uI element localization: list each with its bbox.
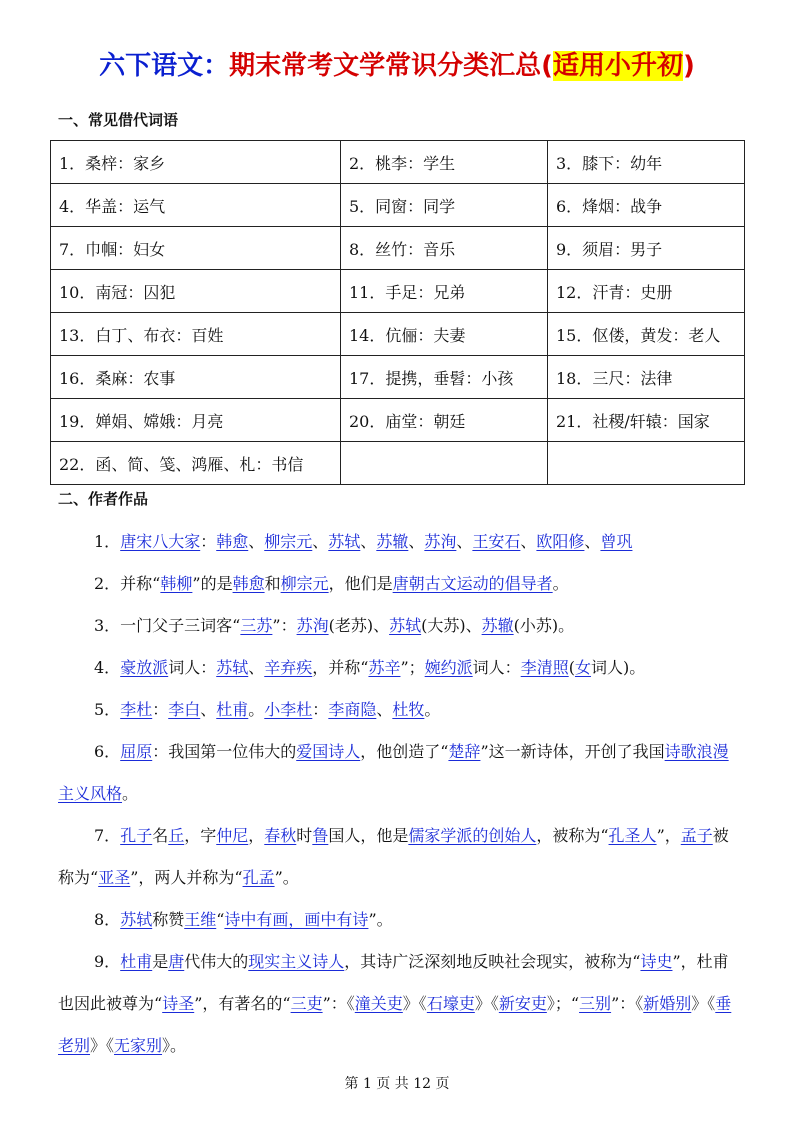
keyword: 李杜 [120, 700, 153, 719]
text-segment: 》《 [691, 994, 716, 1013]
keyword: 王安石 [472, 532, 521, 551]
text-segment: 是 [152, 952, 169, 971]
title-highlight: 适用小升初 [553, 51, 684, 81]
keyword: 唐 [168, 952, 185, 971]
keyword: 女 [574, 658, 591, 677]
text-segment: 、 [376, 700, 393, 719]
table-cell: 3．膝下：幼年 [548, 141, 745, 184]
text-segment: ： [152, 700, 169, 719]
keyword: 柳宗元 [280, 574, 329, 593]
text-segment: 时 [296, 826, 313, 845]
table-cell: 2．桃李：学生 [341, 141, 548, 184]
table-cell: 7．巾帼：妇女 [51, 227, 341, 270]
table-cell: 6．烽烟：战争 [548, 184, 745, 227]
text-segment: ”，有著名的“ [194, 994, 291, 1013]
text-segment: ”，杜甫也因此被尊为“ [58, 952, 729, 1013]
text-segment: ： [312, 700, 329, 719]
text-segment: 。 [552, 574, 569, 593]
keyword: 诗歌浪漫主义风格 [58, 742, 729, 803]
list-item [58, 941, 738, 1067]
list-item [58, 899, 738, 941]
keyword: 苏轼 [120, 910, 153, 929]
keyword: 楚辞 [448, 742, 481, 761]
text-segment: 9． [94, 952, 121, 971]
text-segment: 》《 [402, 994, 427, 1013]
text-segment: 、 [408, 532, 425, 551]
keyword: 唐朝古文运动的倡导者 [392, 574, 553, 593]
keyword: 春秋 [264, 826, 297, 845]
text-segment: 称赞 [152, 910, 185, 929]
text-segment: ”， [656, 826, 681, 845]
keyword: 亚圣 [98, 868, 131, 887]
table-cell: 22．函、简、笺、鸿雁、札：书信 [51, 442, 341, 485]
keyword: 李商隐 [328, 700, 377, 719]
table-cell: 17．提携，垂髫：小孩 [341, 356, 548, 399]
table-row [51, 399, 745, 442]
text-segment: 、 [360, 532, 377, 551]
text-segment: 和 [264, 574, 281, 593]
keyword: 豪放派 [120, 658, 169, 677]
text-segment: 2．并称“ [94, 574, 161, 593]
page-title [0, 48, 794, 84]
text-segment: ”； [400, 658, 425, 677]
text-segment: ， [248, 826, 265, 845]
keyword: 新婚别 [643, 994, 692, 1013]
keyword: 王维 [184, 910, 217, 929]
text-segment: 、 [584, 532, 601, 551]
table-cell: 19．婵娟、嫦娥：月亮 [51, 399, 341, 442]
text-segment: 词人： [168, 658, 217, 677]
keyword: 辛弃疾 [264, 658, 313, 677]
table-row [51, 184, 745, 227]
text-segment: 3．一门父子三词客“ [94, 616, 241, 635]
text-segment: 4． [94, 658, 121, 677]
text-segment: 。 [248, 700, 265, 719]
table-cell: 8．丝竹：音乐 [341, 227, 548, 270]
keyword: 仲尼 [216, 826, 249, 845]
keyword: 苏轼 [328, 532, 361, 551]
list-item [58, 815, 738, 899]
keyword: 苏辙 [481, 616, 514, 635]
table-row [51, 356, 745, 399]
keyword: 柳宗元 [264, 532, 313, 551]
keyword: 李白 [168, 700, 201, 719]
section-heading-metonyms: 一、常见借代词语 [58, 111, 179, 129]
table-row [51, 313, 745, 356]
text-segment: ，被称为“ [536, 826, 609, 845]
keyword: 三吏 [290, 994, 323, 1013]
title-close: ) [683, 51, 695, 81]
table-row [51, 442, 745, 485]
table-cell: 4．华盖：运气 [51, 184, 341, 227]
table-cell: 9．须眉：男子 [548, 227, 745, 270]
text-segment: 。 [122, 784, 139, 803]
section-heading-authors: 二、作者作品 [58, 490, 149, 508]
table-cell: 21．社稷/轩辕：国家 [548, 399, 745, 442]
table-cell [548, 442, 745, 485]
keyword: 苏辙 [376, 532, 409, 551]
table-cell: 11．手足：兄弟 [341, 270, 548, 313]
text-segment: 、 [456, 532, 473, 551]
keyword: 婉约派 [424, 658, 473, 677]
text-segment: 5． [94, 700, 121, 719]
text-segment: ”，两人并称为“ [130, 868, 243, 887]
keyword: 屈原 [120, 742, 153, 761]
text-segment: 》；“ [546, 994, 580, 1013]
table-cell: 14．伉俪：夫妻 [341, 313, 548, 356]
table-cell: 18．三尺：法律 [548, 356, 745, 399]
text-segment: ”：《 [611, 994, 644, 1013]
text-segment: (大苏)、 [421, 616, 482, 635]
text-segment: ”这一新诗体，开创了我国 [480, 742, 665, 761]
table-cell: 12．汗青：史册 [548, 270, 745, 313]
text-segment: ( [568, 658, 575, 677]
text-segment: (老苏)、 [328, 616, 390, 635]
keyword: 唐宋八大家 [120, 532, 201, 551]
text-segment: ”：《 [322, 994, 355, 1013]
text-segment: ： [200, 532, 217, 551]
title-main: 期末常考文学常识分类汇总( [229, 51, 553, 81]
text-segment: 》《 [90, 1036, 115, 1055]
table-cell: 20．庙堂：朝廷 [341, 399, 548, 442]
keyword: 潼关吏 [354, 994, 403, 1013]
authors-works-list [58, 521, 738, 1067]
text-segment: 名 [152, 826, 169, 845]
keyword: 韩愈 [232, 574, 265, 593]
page-footer: 第 1 页 共 12 页 [344, 1076, 450, 1092]
text-segment: 词人)。 [590, 658, 646, 677]
text-segment: 、 [248, 658, 265, 677]
keyword: 杜牧 [392, 700, 425, 719]
text-segment: ，并称“ [312, 658, 369, 677]
table-cell: 10．南冠：囚犯 [51, 270, 341, 313]
text-segment: ”。 [368, 910, 393, 929]
list-item [58, 731, 738, 815]
keyword: 石壕吏 [426, 994, 475, 1013]
table-cell: 1．桑梓：家乡 [51, 141, 341, 184]
keyword: 丘 [168, 826, 185, 845]
list-item [58, 521, 738, 563]
text-segment: ，他们是 [328, 574, 393, 593]
keyword: 爱国诗人 [296, 742, 361, 761]
keyword: 诗史 [640, 952, 673, 971]
keyword: 苏辛 [368, 658, 401, 677]
keyword: 杜甫 [216, 700, 249, 719]
keyword: 现实主义诗人 [248, 952, 345, 971]
text-segment: ，字 [184, 826, 217, 845]
text-segment: 1． [94, 532, 121, 551]
text-segment: 代伟大的 [184, 952, 249, 971]
keyword: 鲁 [312, 826, 329, 845]
keyword: 苏轼 [216, 658, 249, 677]
text-segment: 》。 [162, 1036, 187, 1055]
keyword: 三别 [579, 994, 612, 1013]
table-cell: 15．伛偻，黄发：老人 [548, 313, 745, 356]
keyword: 李清照 [520, 658, 569, 677]
keyword: 儒家学派的创始人 [408, 826, 537, 845]
list-item [58, 605, 738, 647]
keyword: 韩柳 [160, 574, 193, 593]
text-segment: 词人： [472, 658, 521, 677]
list-item [58, 647, 738, 689]
text-segment: 、 [520, 532, 537, 551]
text-segment: ，其诗广泛深刻地反映社会现实，被称为“ [344, 952, 641, 971]
text-segment: 被称为“ [58, 826, 729, 887]
keyword: 孔孟 [242, 868, 275, 887]
keyword: 孔子 [120, 826, 153, 845]
keyword: 孔圣人 [608, 826, 657, 845]
text-segment: ”。 [274, 868, 299, 887]
keyword: 苏洵 [296, 616, 329, 635]
text-segment: 、 [248, 532, 265, 551]
table-cell [341, 442, 548, 485]
table-row [51, 141, 745, 184]
text-segment: (小苏)。 [513, 616, 575, 635]
title-subject: 六下语文： [99, 51, 230, 81]
table-cell: 13．白丁、布衣：百姓 [51, 313, 341, 356]
table-cell: 5．同窗：同学 [341, 184, 548, 227]
text-segment: 、 [312, 532, 329, 551]
keyword: 诗中有画，画中有诗 [224, 910, 369, 929]
table-row [51, 270, 745, 313]
keyword: 苏洵 [424, 532, 457, 551]
metonym-table [50, 140, 745, 485]
text-segment: 国人，他是 [328, 826, 409, 845]
table-row [51, 227, 745, 270]
keyword: 无家别 [114, 1036, 163, 1055]
list-item [58, 689, 738, 731]
keyword: 曾巩 [600, 532, 633, 551]
table-cell: 16．桑麻：农事 [51, 356, 341, 399]
text-segment: 6． [94, 742, 121, 761]
keyword: 欧阳修 [536, 532, 585, 551]
keyword: 垂老别 [58, 994, 732, 1055]
keyword: 三苏 [240, 616, 273, 635]
keyword: 孟子 [680, 826, 713, 845]
keyword: 杜甫 [120, 952, 153, 971]
keyword: 小李杜 [264, 700, 313, 719]
text-segment: 、 [200, 700, 217, 719]
text-segment: 8． [94, 910, 121, 929]
keyword: 新安吏 [498, 994, 547, 1013]
text-segment: 。 [424, 700, 441, 719]
keyword: 韩愈 [216, 532, 249, 551]
text-segment: 7． [94, 826, 121, 845]
text-segment: ”的是 [192, 574, 233, 593]
text-segment: ，他创造了“ [360, 742, 449, 761]
text-segment: “ [216, 910, 225, 929]
keyword: 诗圣 [162, 994, 195, 1013]
text-segment: ：我国第一位伟大的 [152, 742, 297, 761]
keyword: 苏轼 [389, 616, 422, 635]
text-segment: 》《 [474, 994, 499, 1013]
list-item [58, 563, 738, 605]
text-segment: ”： [272, 616, 297, 635]
